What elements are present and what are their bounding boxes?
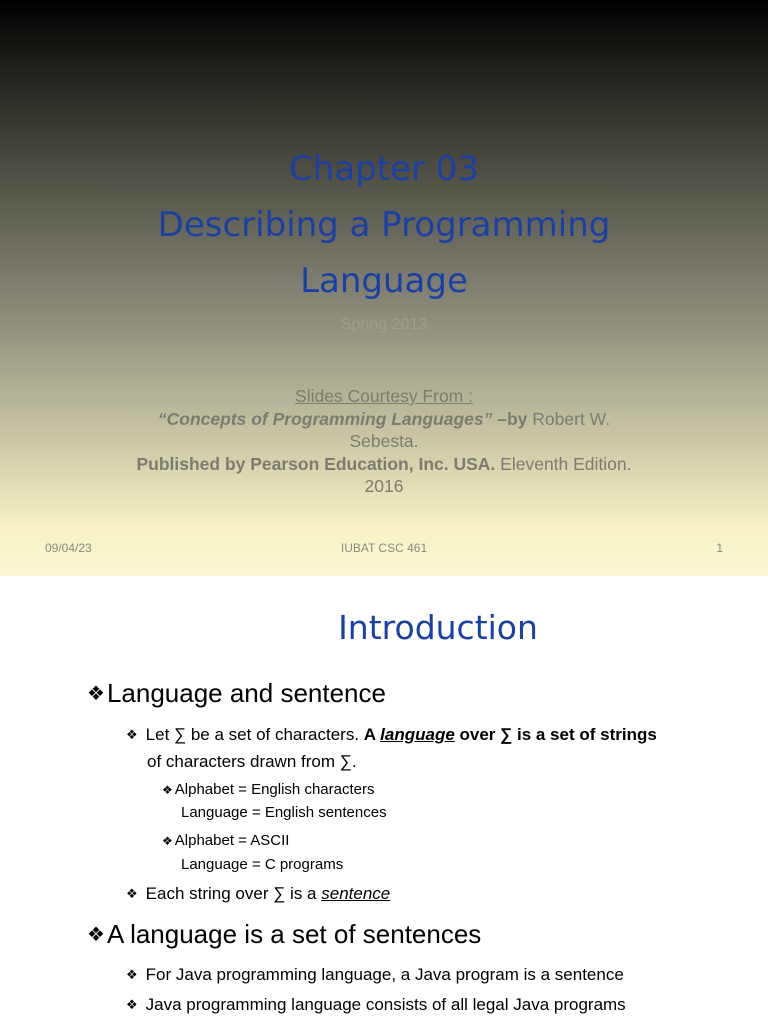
bullet-continuation: of characters drawn from ∑. — [147, 752, 357, 771]
author-last: Sebesta. — [349, 431, 419, 451]
diamond-bullet-icon: ❖ — [87, 924, 105, 946]
slide-title — [0, 141, 768, 309]
bullet-language-definition — [126, 725, 657, 745]
title-line-1: Chapter 03 — [288, 149, 479, 189]
bullet-text: Language and sentence — [106, 678, 386, 708]
bullet-language-and-sentence — [87, 678, 386, 709]
title-line-2: Describing a Programming — [157, 205, 611, 245]
bullet-sentence-definition — [126, 884, 390, 904]
bullet-text: Let ∑ be a set of characters. — [145, 725, 364, 744]
bullet-text: Alphabet = English characters — [174, 781, 375, 798]
slide-title: Introduction — [338, 608, 538, 647]
term-language: language — [380, 725, 455, 744]
author-first: Robert W. — [532, 408, 611, 429]
publisher: Published by Pearson Education, Inc. USA. — [136, 453, 496, 474]
bullet-text-bold: over ∑ is a set of strings — [454, 725, 657, 744]
bullet-text: Each string over ∑ is a — [145, 884, 322, 903]
diamond-bullet-icon: ❖ — [126, 886, 138, 901]
bullet-example-english — [162, 781, 374, 798]
diamond-bullet-icon: ❖ — [162, 783, 173, 797]
bullet-continuation: Language = English sentences — [181, 804, 387, 821]
by-label: –by — [497, 408, 528, 429]
publication-year: 2016 — [364, 476, 404, 496]
footer-date: 09/04/23 — [45, 541, 92, 555]
bullet-language-is-set-of-sentences — [87, 919, 481, 950]
footer-course: IUBAT CSC 461 — [340, 541, 428, 555]
bullet-java-language — [126, 995, 626, 1015]
edition: Eleventh Edition. — [500, 453, 632, 474]
diamond-bullet-icon: ❖ — [162, 834, 173, 848]
book-title: “Concepts of Programming Languages” — [157, 408, 493, 429]
bullet-text: Java programming language consists of all legal Java programs — [145, 995, 626, 1014]
slide-subtitle: Spring 2013 — [340, 316, 428, 333]
credits-heading: Slides Courtesy From : — [295, 386, 473, 406]
diamond-bullet-icon: ❖ — [87, 683, 105, 705]
bullet-text: Alphabet = ASCII — [174, 832, 290, 849]
term-sentence: sentence — [321, 884, 391, 903]
bullet-text: For Java programming language, a Java program is a sentence — [145, 965, 624, 984]
bullet-text: A language is a set of sentences — [106, 919, 482, 949]
diamond-bullet-icon: ❖ — [126, 727, 138, 742]
title-line-3: Language — [300, 261, 468, 301]
bullet-java-program — [126, 965, 624, 985]
diamond-bullet-icon: ❖ — [126, 967, 138, 982]
diamond-bullet-icon: ❖ — [126, 997, 138, 1012]
introduction-slide — [0, 576, 768, 1024]
bullet-text-bold: A — [363, 725, 381, 744]
bullet-continuation: Language = C programs — [181, 856, 344, 873]
bullet-example-ascii — [162, 832, 289, 849]
credits-block — [60, 385, 708, 498]
footer-slide-number: 1 — [716, 541, 723, 555]
